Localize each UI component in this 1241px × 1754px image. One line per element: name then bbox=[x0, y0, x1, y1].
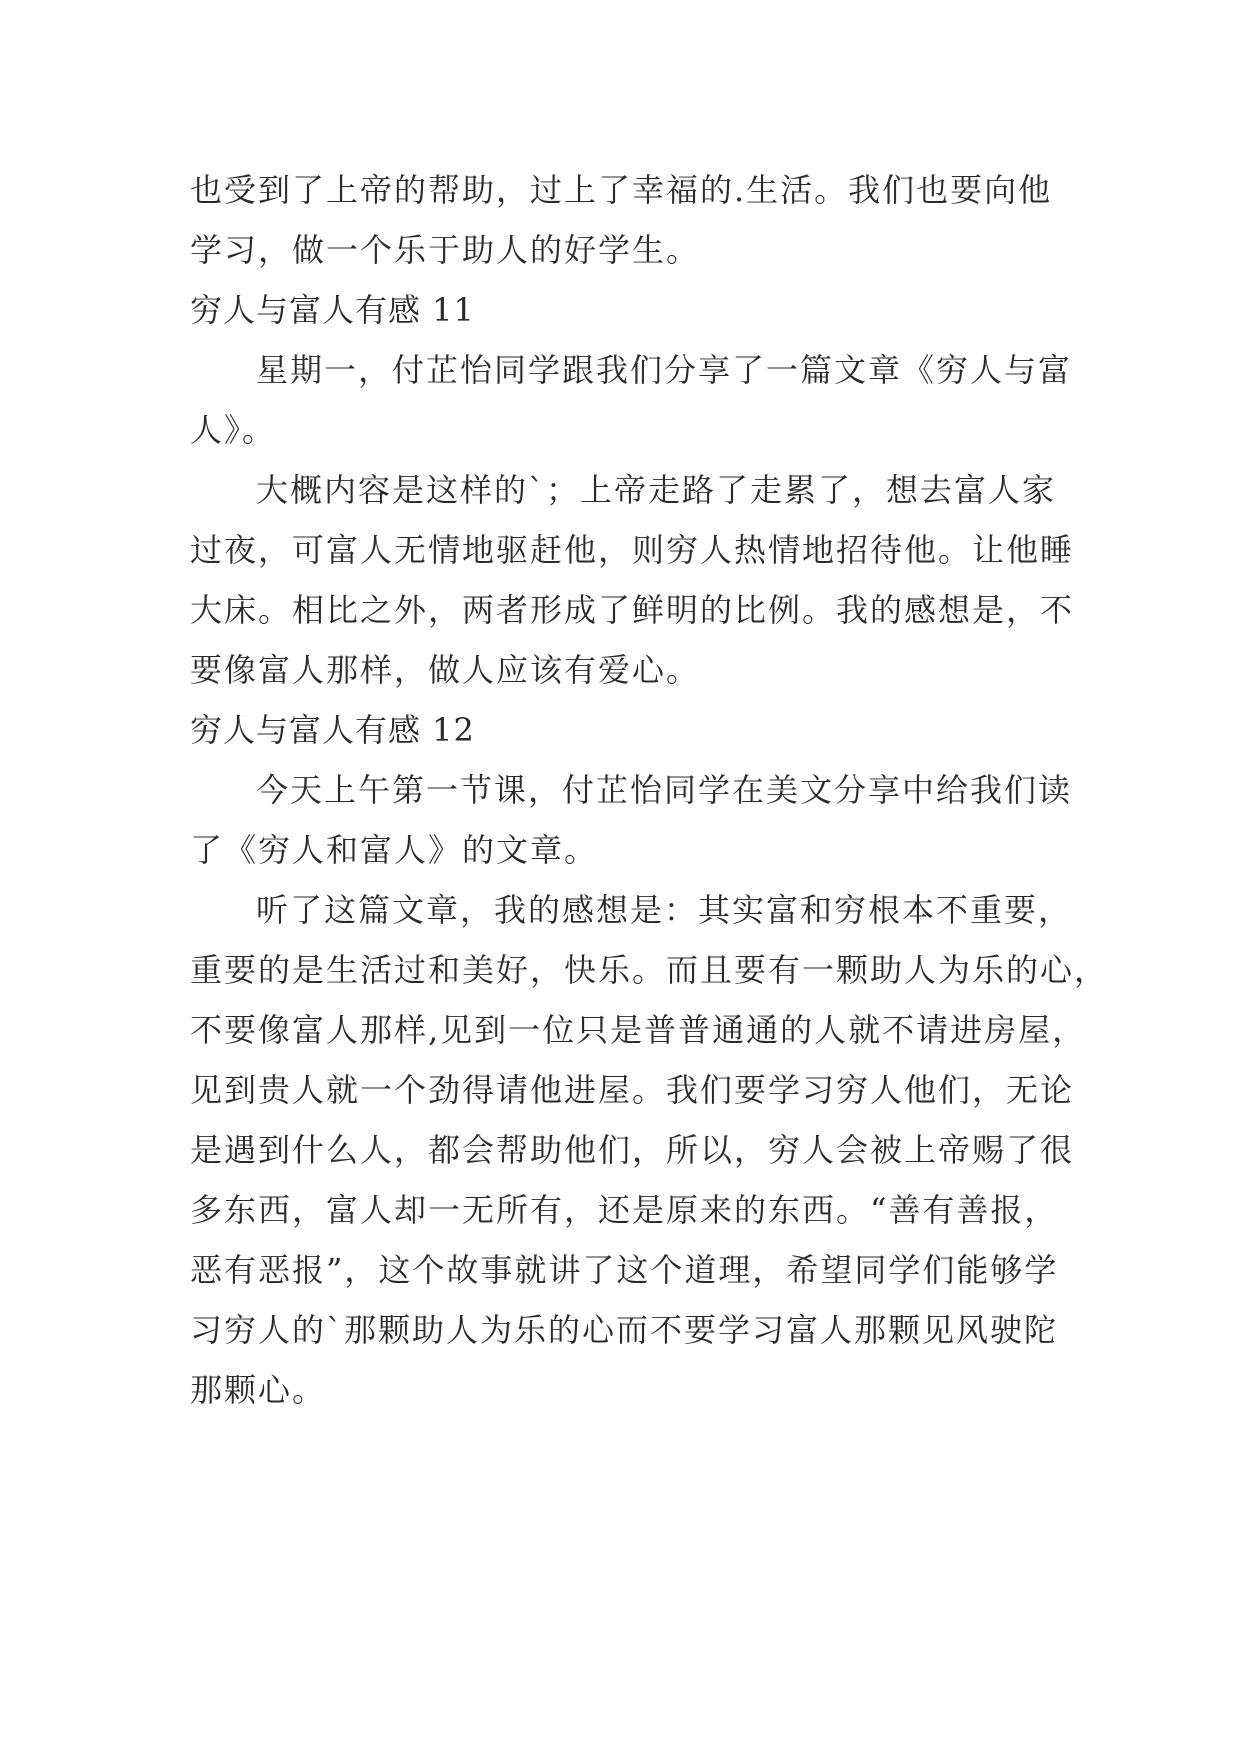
text-line: 不要像富人那样,见到一位只是普普通通的人就不请进房屋， bbox=[190, 1011, 1087, 1049]
text-line: 见到贵人就一个劲得请他进屋。我们要学习穷人他们，无论 bbox=[190, 1071, 1075, 1109]
paragraph-start: 今天上午第一节课，付芷怡同学在美文分享中给我们读 bbox=[256, 771, 1073, 809]
text-line: 过夜，可富人无情地驱赶他，则穷人热情地招待他。让他睡 bbox=[190, 531, 1075, 569]
paragraph-start: 星期一，付芷怡同学跟我们分享了一篇文章《穷人与富 bbox=[256, 351, 1073, 389]
section-heading-12: 穷人与富人有感 12 bbox=[190, 711, 475, 749]
text-line: 了《穷人和富人》的文章。 bbox=[190, 831, 599, 869]
document-body bbox=[190, 160, 1109, 1420]
text-line: 人》。 bbox=[190, 411, 277, 449]
text-line: 是遇到什么人，都会帮助他们，所以，穷人会被上帝赐了很 bbox=[190, 1131, 1075, 1169]
section-heading-11: 穷人与富人有感 11 bbox=[190, 291, 475, 329]
text-line: 学习，做一个乐于助人的好学生。 bbox=[190, 231, 701, 269]
text-line: 多东西，富人却一无所有，还是原来的东西。“善有善报， bbox=[190, 1191, 1059, 1229]
paragraph-start: 听了这篇文章，我的感想是：其实富和穷根本不重要， bbox=[256, 891, 1073, 929]
text-line: 习穷人的`那颗助人为乐的心而不要学习富人那颗见风驶陀 bbox=[190, 1311, 1059, 1349]
paragraph-start: 大概内容是这样的`；上帝走路了走累了，想去富人家 bbox=[256, 471, 1057, 509]
text-line: 恶有恶报”，这个故事就讲了这个道理，希望同学们能够学 bbox=[190, 1251, 1059, 1289]
text-line: 要像富人那样，做人应该有爱心。 bbox=[190, 651, 701, 689]
text-line: 那颗心。 bbox=[190, 1371, 327, 1409]
text-line: 大床。相比之外，两者形成了鲜明的比例。我的感想是，不 bbox=[190, 591, 1075, 629]
text-line: 也受到了上帝的帮助，过上了幸福的.生活。我们也要向他 bbox=[190, 171, 1053, 209]
text-line: 重要的是生活过和美好，快乐。而且要有一颗助人为乐的心， bbox=[190, 951, 1109, 989]
